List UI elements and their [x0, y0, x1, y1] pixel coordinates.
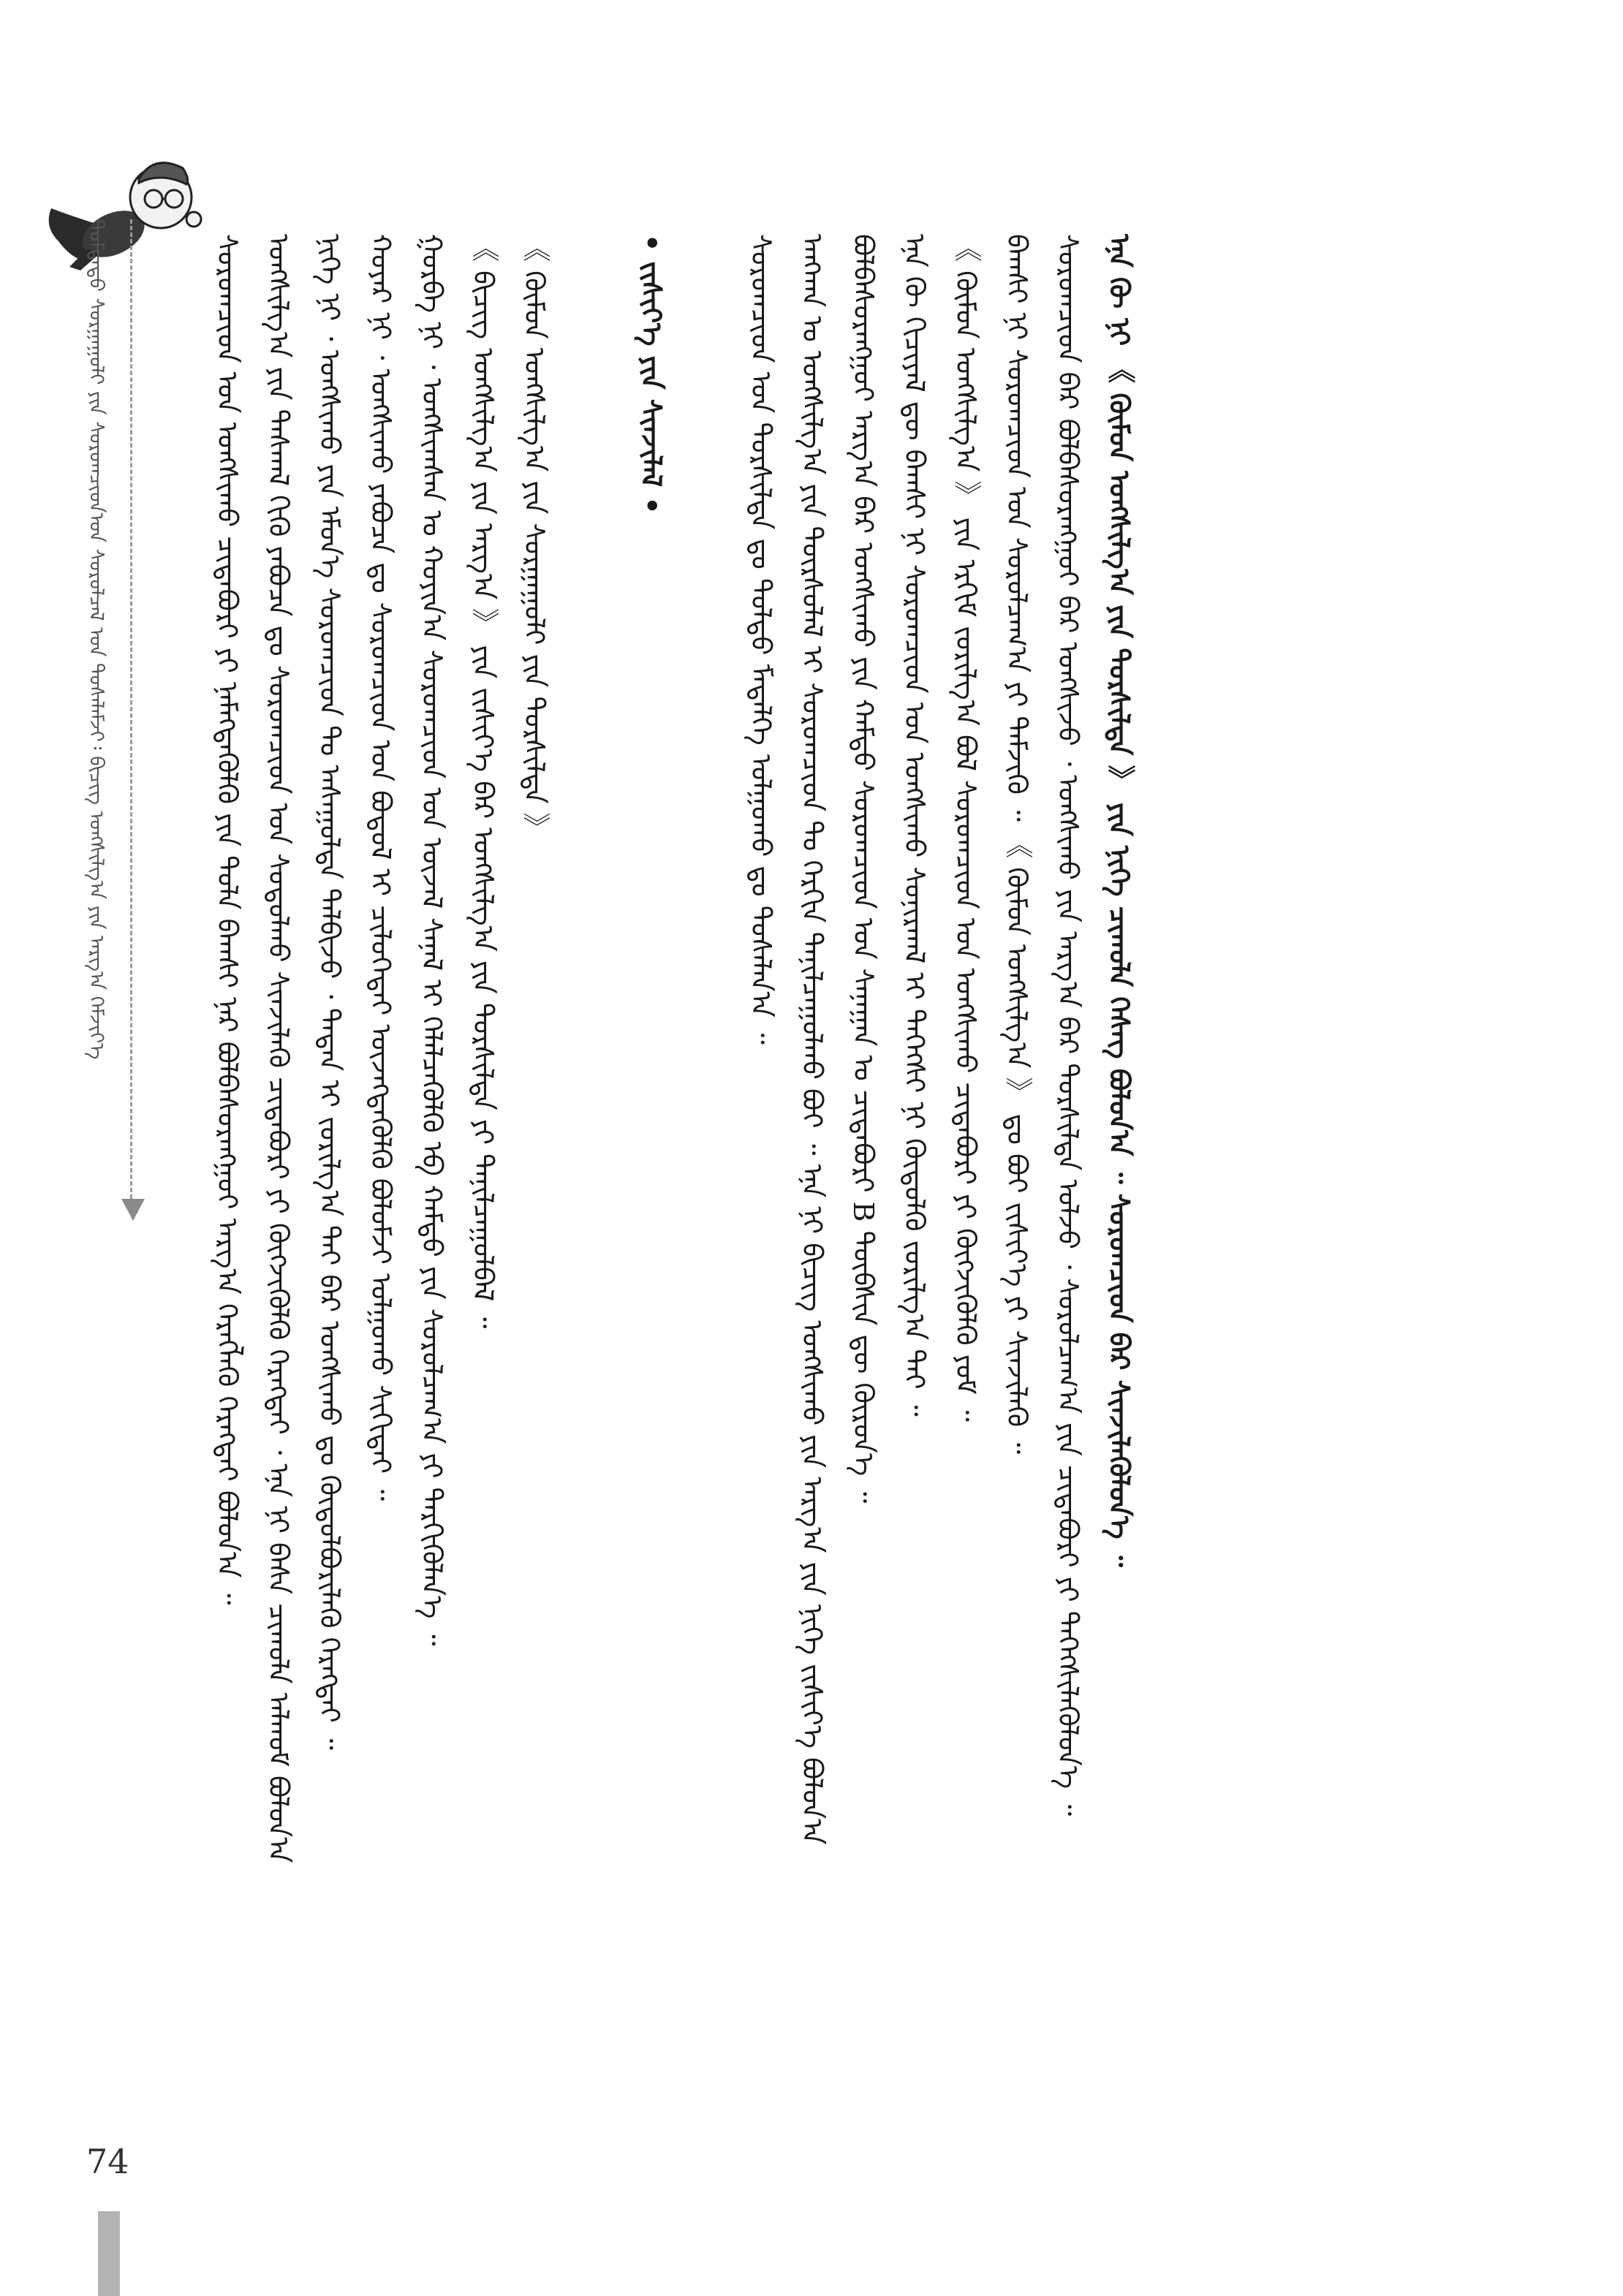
text-column-1: ᠰᠤᠷᠤᠭᠴᠢᠳ ᠤᠨ ᠤᠩᠰᠢᠬᠤ ᠴᠢᠳᠠᠪᠤᠷᠢ ᠶᠢ ᠨᠡᠮᠡᠭᠳᠡᠭᠦᠯᠬᠦ ᠶᠢᠨ ᠲᠤᠯᠠ ᠪᠠᠭᠰᠢ ᠨᠠᠷ ᠪᠤᠯᠪᠠᠰᠤᠷᠠᠩᠭᠤᠢ ᠠᠷᠭ᠎ᠠ ᠬᠡᠷᠡᠭᠯᠡᠬᠦ ᠬᠡᠷᠡᠭᠲᠡᠢ ᠪᠣᠯᠤᠨ᠎ᠠ ᠃ [211, 234, 243, 1605]
text-column-7: 《 ᠬᠦᠮᠦᠨ ᠤᠩᠰᠢᠯᠭ᠎ᠠ ᠶᠢᠨ ᠰᠤᠷᠭᠠᠭᠤᠯᠢ ᠶᠢᠨ ᠲᠤᠷᠰᠢᠯᠲᠠ 》 [518, 234, 551, 841]
text-column-14: ᠰᠤᠷᠤᠭᠴᠢᠳ ᠪᠡᠷ ᠪᠤᠯᠪᠠᠰᠤᠷᠠᠩᠭᠤᠢ ᠪᠠᠷ ᠤᠩᠰᠢᠵᠤ ᠂ ᠤᠩᠰᠢᠬᠤ ᠶᠢᠨ ᠠᠷᠭ᠎ᠠ ᠪᠠᠷ ᠲᠤᠷᠰᠢᠯᠲᠠ ᠣᠯᠵᠤ ᠂ ᠰᠤᠷᠤᠯᠴᠠᠭ᠎ᠠ ᠶᠢᠨ ᠴᠢᠳᠠᠪᠤᠷᠢ ᠶᠢ ᠳᠡᠭᠡᠭᠰᠢᠯᠡᠭᠦᠯᠦᠨ᠎ᠡ ᠃ [1052, 234, 1084, 1816]
text-column-12: 《 ᠬᠦᠮᠦᠨ ᠤᠩᠰᠢᠯᠭ᠎ᠠ 》 ᠶᠢᠨ ᠡᠷᠬᠢᠮ ᠵᠣᠷᠢᠯᠭ᠎ᠠ ᠪᠣᠯ ᠰᠤᠷᠤᠭᠴᠢᠳ ᠤᠨ ᠤᠩᠰᠢᠬᠤ ᠴᠢᠳᠠᠪᠤᠷᠢ ᠶᠢ ᠬᠥᠭᠵᠢᠭᠦᠯᠬᠦ ᠶᠤᠮ ᠃ [950, 234, 982, 1422]
text-column-5: ᠭᠤᠷᠪᠠ ᠨᠢ ᠂ ᠤᠩᠰᠢᠭᠰᠠᠨ ᠤ ᠬᠣᠶᠢᠨ᠎ᠠ ᠰᠤᠷᠤᠭᠴᠢᠳ ᠤᠨ ᠦᠵᠡᠯ ᠰᠠᠨᠠᠯ ᠢ ᠬᠡᠯᠡᠯᠴᠡᠭᠦᠯᠬᠦ ᠡᠪ ᠬᠠᠮᠲᠤ ᠶᠢᠨ ᠰᠤᠷᠤᠯᠴᠠᠭ᠎ᠠ ᠶᠢ ᠲᠡᠷᠭᠢᠭᠦᠯᠡᠨ᠎ᠡ ᠃ [416, 234, 448, 1646]
side-tab-marker [98, 2211, 120, 2296]
text-column-11: ᠡᠨᠡ ᠬᠦ ᠬᠢᠴᠢᠶᠡᠯ ᠳᠦ ᠪᠠᠭᠰᠢ ᠨᠢ ᠰᠤᠷᠤᠭᠴᠢᠳ ᠤᠨ ᠤᠩᠰᠢᠬᠤ ᠰᠤᠨᠢᠷᠬᠠᠯ ᠢ ᠳᠡᠭᠡᠭᠰᠢ ᠨᠢ ᠬᠥᠲᠦᠯᠬᠦ ᠵᠣᠷᠢᠯᠭ᠎ᠠ ᠲᠠᠢ ᠃ [898, 234, 931, 1417]
text-column-6: 《 ᠪᠢᠴᠢᠭ ᠤᠩᠰᠢᠯᠭ᠎ᠠ ᠶᠢᠨ ᠠᠷᠭ᠎ᠠ 》 ᠶᠢᠨ ᠵᠢᠱᠢᠶ᠎ᠡ ᠪᠡᠷ ᠤᠩᠰᠢᠯᠭ᠎ᠠ ᠶᠢᠨ ᠲᠤᠷᠰᠢᠯᠲᠠ ᠶᠢ ᠲᠠᠨᠢᠯᠴᠠᠭᠤᠯᠪᠠᠯ ᠃ [467, 234, 499, 1329]
header-arrow-icon [121, 1199, 145, 1221]
running-header [79, 219, 130, 1177]
running-header-text: ᠳᠤᠮᠳᠠᠳᠤ ᠰᠤᠷᠭᠠᠭᠤᠯᠢ ᠶᠢᠨ ᠰᠤᠷᠤᠭᠴᠢᠳ᠎ᠤᠨ ᠰᠤᠷᠤᠯᠴᠠᠯ ᠤᠨ ᠲᠤᠰᠠᠯᠠᠮᠵᠢ᠄ ᠪᠢᠴᠢᠭ ᠤᠩᠰᠢᠯᠭ᠎ᠠ ᠶᠢᠨ ᠠᠷᠭ᠎ᠠ ᠬᠡᠮᠵᠢᠶ᠎ᠡ [85, 219, 107, 1060]
text-column-2: ᠤᠩᠰᠢᠯᠭ᠎ᠠ ᠶᠢᠨ ᠳᠠᠰᠬᠠᠯ ᠬᠢᠬᠦ ᠶᠠᠪᠤᠴᠠ ᠳᠤ ᠰᠤᠷᠤᠭᠴᠢᠳ ᠤᠨ ᠰᠤᠳᠤᠯᠬᠤ ᠰᠢᠨᠵᠢᠯᠡᠬᠦ ᠴᠢᠳᠠᠪᠤᠷᠢ ᠶᠢ ᠬᠥᠭᠵᠢᠭᠦᠯᠬᠦ ᠬᠡᠷᠡᠭᠲᠡᠢ ᠂ ᠡᠨᠡ ᠨᠢ ᠪᠠᠰᠠ ᠴᠢᠬᠤᠯᠠ ᠠᠯᠬᠤᠮ ᠪᠣᠯᠤᠨ᠎ᠠ [262, 234, 295, 1863]
text-column-9: ᠠᠩᠬᠠᠨ ᠤ ᠤᠩᠰᠢᠯᠭ᠎ᠠ ᠶᠢᠨ ᠳᠦᠷᠰᠦᠯᠡᠯ ᠢ ᠰᠤᠷᠤᠭᠴᠢᠳ ᠲᠤ ᠬᠡᠷᠬᠢᠨ ᠲᠠᠨᠢᠯᠴᠠᠭᠤᠯᠬᠤ ᠪᠤᠢ ᠃ ᠡᠨᠡ ᠨᠢ ᠪᠢᠴᠢᠭ ᠤᠩᠰᠢᠬᠤ ᠶᠢᠨ ᠠᠷᠭ᠎ᠠ ᠶᠢᠨ ᠨᠢᠭᠡ ᠵᠢᠱᠢᠶ᠎ᠡ ᠪᠣᠯᠤᠨ᠎ᠠ [796, 234, 828, 1845]
text-column-3: ᠨᠢᠭᠡ ᠨᠢ ᠂ ᠤᠩᠰᠢᠬᠤ ᠶᠢᠨ ᠡᠮᠦᠨ᠎ᠡ ᠰᠤᠷᠤᠭᠴᠢᠳ ᠲᠤ ᠠᠰᠠᠭᠤᠯᠲᠠ ᠲᠠᠯᠪᠢᠵᠤ ᠂ ᠲᠡᠳᠡᠨ ᠢ ᠵᠣᠷᠢᠯᠭ᠎ᠠ ᠲᠠᠢ ᠪᠡᠷ ᠤᠩᠰᠢᠬᠤ ᠳᠤ ᠬᠥᠲᠦᠯᠪᠦᠷᠢᠯᠡᠬᠦ ᠬᠡᠷᠡᠭᠲᠡᠢ ᠃ [314, 234, 346, 1751]
text-column-8: ᠰᠤᠷᠤᠭᠴᠢᠳ ᠤᠨ ᠲᠤᠷᠰᠢᠯᠲᠠ ᠳᠤ ᠳᠤᠯᠳᠤ ᠮᠡᠳᠡᠯᠭᠡ ᠣᠯᠭᠣᠬᠤ ᠳᠤ ᠲᠤᠰᠠᠯᠠᠨ᠎ᠠ ᠃ [745, 234, 777, 1045]
text-column-13: ᠪᠠᠭᠰᠢ ᠨᠢ ᠰᠤᠷᠤᠭᠴᠢᠳ ᠤᠨ ᠰᠤᠷᠤᠯᠴᠠᠭ᠎ᠠ ᠶᠢ ᠳᠡᠮᠵᠢᠬᠦ ᠃ 《 ᠬᠦᠮᠦᠨ ᠤᠩᠰᠢᠯᠭ᠎ᠠ 》 ᠳᠤ ᠪᠤᠢ ᠵᠢᠱᠢᠶ᠎ᠡ ᠶᠢ ᠰᠢᠨᠵᠢᠯᠡᠬᠦ ᠃ [1001, 234, 1033, 1455]
text-column-10: ᠪᠣᠯᠪᠠᠰᠤᠷᠠᠩᠭᠤᠢ ᠠᠷᠭ᠎ᠠ ᠪᠡᠷ ᠤᠩᠰᠢᠬᠤ ᠶᠢᠨ ᠬᠠᠮᠲᠤ ᠰᠤᠷᠤᠭᠴᠢᠳ ᠤᠨ ᠰᠠᠨᠠᠭᠠᠨ ᠤ ᠴᠢᠳᠠᠪᠤᠷᠢ B ᠳᠦᠪᠰᠢᠨ ᠳᠦ ᠭᠦᠷᠦᠨ᠎ᠡ ᠃ [847, 234, 879, 1504]
text-column-15: ᠡᠨᠡ ᠬᠦ ᠨᠢ 《 ᠬᠦᠮᠦᠨ ᠤᠩᠰᠢᠯᠭ᠎ᠠ ᠶᠢᠨ ᠲᠤᠷᠰᠢᠯᠲᠠ 》 ᠶᠢᠨ ᠨᠢᠭᠡ ᠴᠢᠬᠤᠯᠠ ᠬᠡᠰᠡᠭ ᠪᠣᠯᠤᠨ᠎ᠠ ᠃ ᠰᠤᠷᠤᠭᠴᠢᠳ ᠪᠠᠷ ᠰᠢᠨᠵᠢᠯᠡᠭᠦᠯᠦᠨ᠎ᠡ ᠃ [1103, 234, 1135, 1567]
section-heading: • ᠵᠢᠱᠢᠶ᠎ᠡ ᠶᠢᠨ ᠰᠢᠨᠵᠢᠯᠡᠯ • [635, 234, 667, 515]
header-divider [130, 219, 132, 1199]
text-column-4: ᠬᠣᠶᠠᠷ ᠨᠢ ᠂ ᠤᠩᠰᠢᠬᠤ ᠶᠠᠪᠤᠴᠠ ᠳᠤ ᠰᠤᠷᠤᠭᠴᠢᠳ ᠤᠨ ᠪᠤᠳᠤᠯ ᠢ ᠴᠢᠯᠦᠭᠡᠲᠡᠢ ᠦᠵᠡᠭᠳᠡᠭᠦᠯᠬᠦ ᠪᠣᠯᠤᠮᠵᠢ ᠣᠯᠭᠣᠬᠤ ᠰᠢᠬᠢᠳᠡᠢ ᠃ [365, 234, 397, 1501]
page-number: 74 [86, 2142, 129, 2181]
